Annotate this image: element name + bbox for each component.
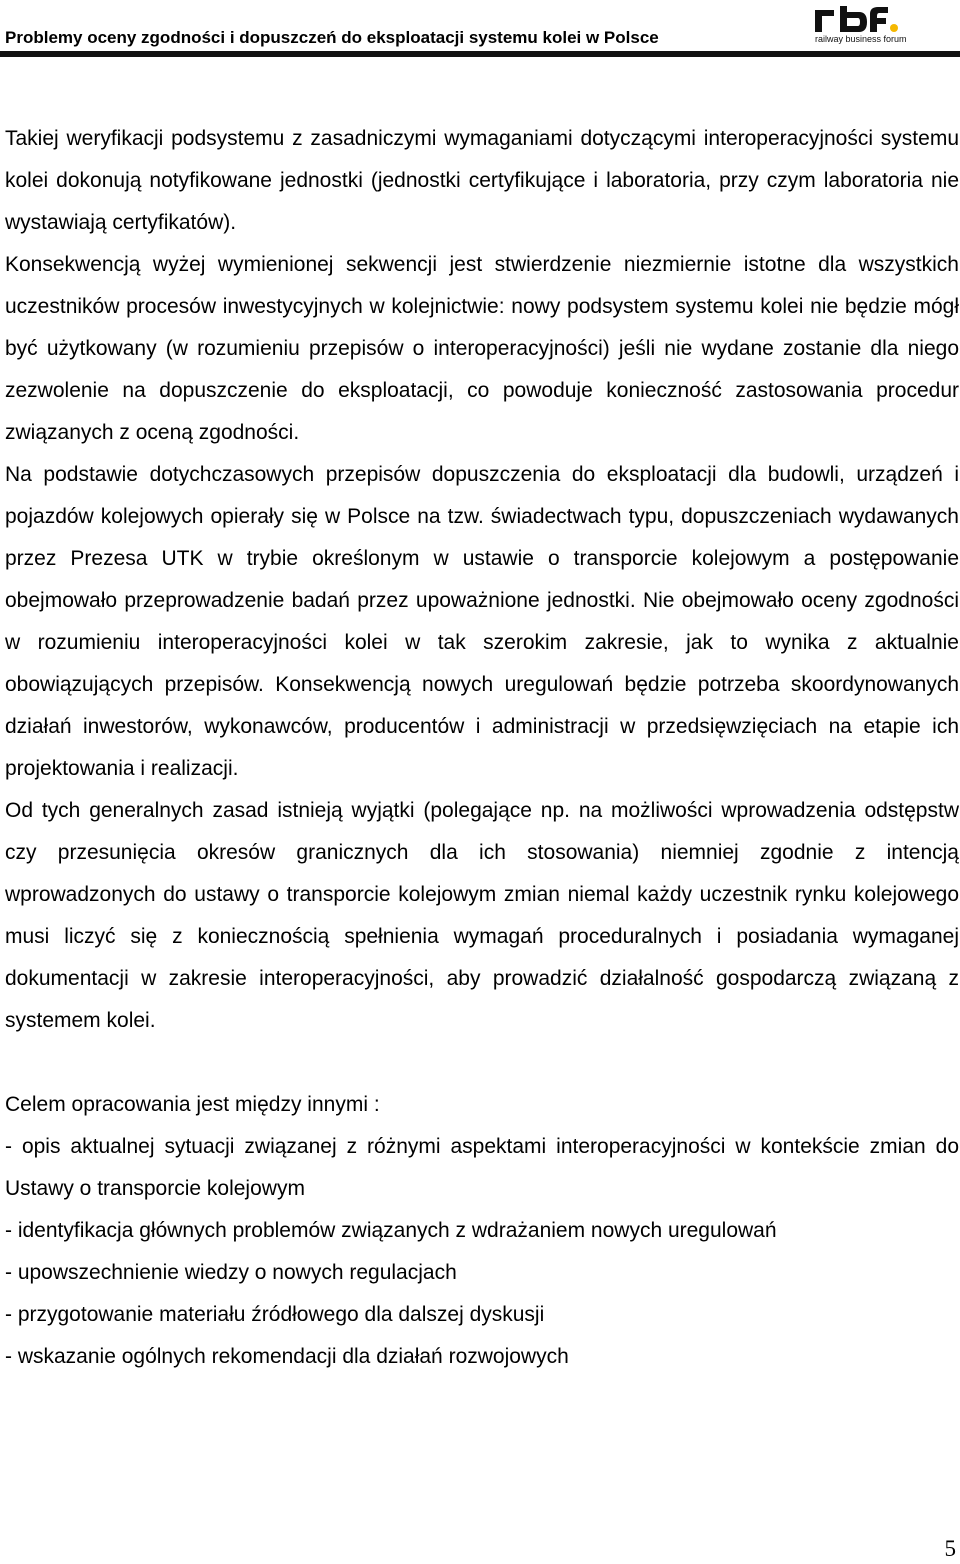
list-item: - opis aktualnej sytuacji związanej z różnymi aspektami interoperacyjności w kontekście zmian do Ustawy o transporcie kolejowym — [5, 1135, 959, 1200]
logo-subtext: railway business forum — [815, 34, 907, 44]
list-item: - wskazanie ogólnych rekomendacji dla działań rozwojowych — [5, 1345, 569, 1368]
page-number: 5 — [944, 1536, 956, 1561]
document-body — [5, 118, 959, 1378]
document-title: Problemy oceny zgodności i dopuszczeń do eksploatacji systemu kolei w Polsce — [5, 28, 659, 47]
paragraph-3: Na podstawie dotychczasowych przepisów dopuszczenia do eksploatacji dla budowli, urządzeń i pojazdów kolejowych opierały się w Polsce na tzw. świadectwach typu, dopuszczeniach wydawanych przez Prezesa UTK w trybie określonym w ustawie o transporcie kolejowym a postępowanie obejmowało przeprowadzenie badań przez upoważnione jednostki. Nie obejmowało oceny zgodności w rozumieniu interoperacyjności kolei w tak szerokim zakresie, jak to wynika z aktualnie obowiązujących przepisów. Konsekwencją nowych uregulowań będzie potrzeba skoordynowanych działań inwestorów, wykonawców, producentów i administracji w przedsięwzięciach na etapie ich projektowania i realizacji. — [5, 463, 959, 780]
goals-list — [5, 1126, 959, 1378]
paragraph-4: Od tych generalnych zasad istnieją wyjątki (polegające np. na możliwości wprowadzenia odstępstw czy przesunięcia okresów granicznych dla ich stosowania) niemniej zgodnie z intencją wprowadzonych do ustawy o transporcie kolejowym zmian niemal każdy uczestnik rynku kolejowego musi liczyć się z koniecznością spełnienia wymagań proceduralnych i posiadania wymaganej dokumentacji w zakresie interoperacyjności, aby prowadzić działalność gospodarczą związaną z systemem kolei. — [5, 799, 959, 1032]
list-item: - identyfikacja głównych problemów związanych z wdrażaniem nowych uregulowań — [5, 1219, 777, 1242]
paragraph-1: Takiej weryfikacji podsystemu z zasadniczymi wymaganiami dotyczącymi interoperacyjności systemu kolei dokonują notyfikowane jednostki (jednostki certyfikujące i laboratoria, przy czym laboratoria nie wystawiają certyfikatów). — [5, 127, 959, 234]
logo-accent-dot — [890, 24, 898, 32]
header-rule — [0, 51, 960, 57]
list-item: - upowszechnienie wiedzy o nowych regulacjach — [5, 1261, 457, 1284]
goals-intro: Celem opracowania jest między innymi : — [5, 1093, 380, 1116]
list-item: - przygotowanie materiału źródłowego dla dalszej dyskusji — [5, 1303, 545, 1326]
paragraph-2: Konsekwencją wyżej wymienionej sekwencji jest stwierdzenie niezmiernie istotne dla wszystkich uczestników procesów inwestycyjnych w kolejnictwie: nowy podsystem systemu kolei nie będzie mógł być użytkowany (w rozumieniu przepisów o interoperacyjności) jeśli nie wydane zostanie dla niego zezwolenie na dopuszczenie do eksploatacji, co powoduje konieczność zastosowania procedur związanych z oceną zgodności. — [5, 253, 959, 444]
